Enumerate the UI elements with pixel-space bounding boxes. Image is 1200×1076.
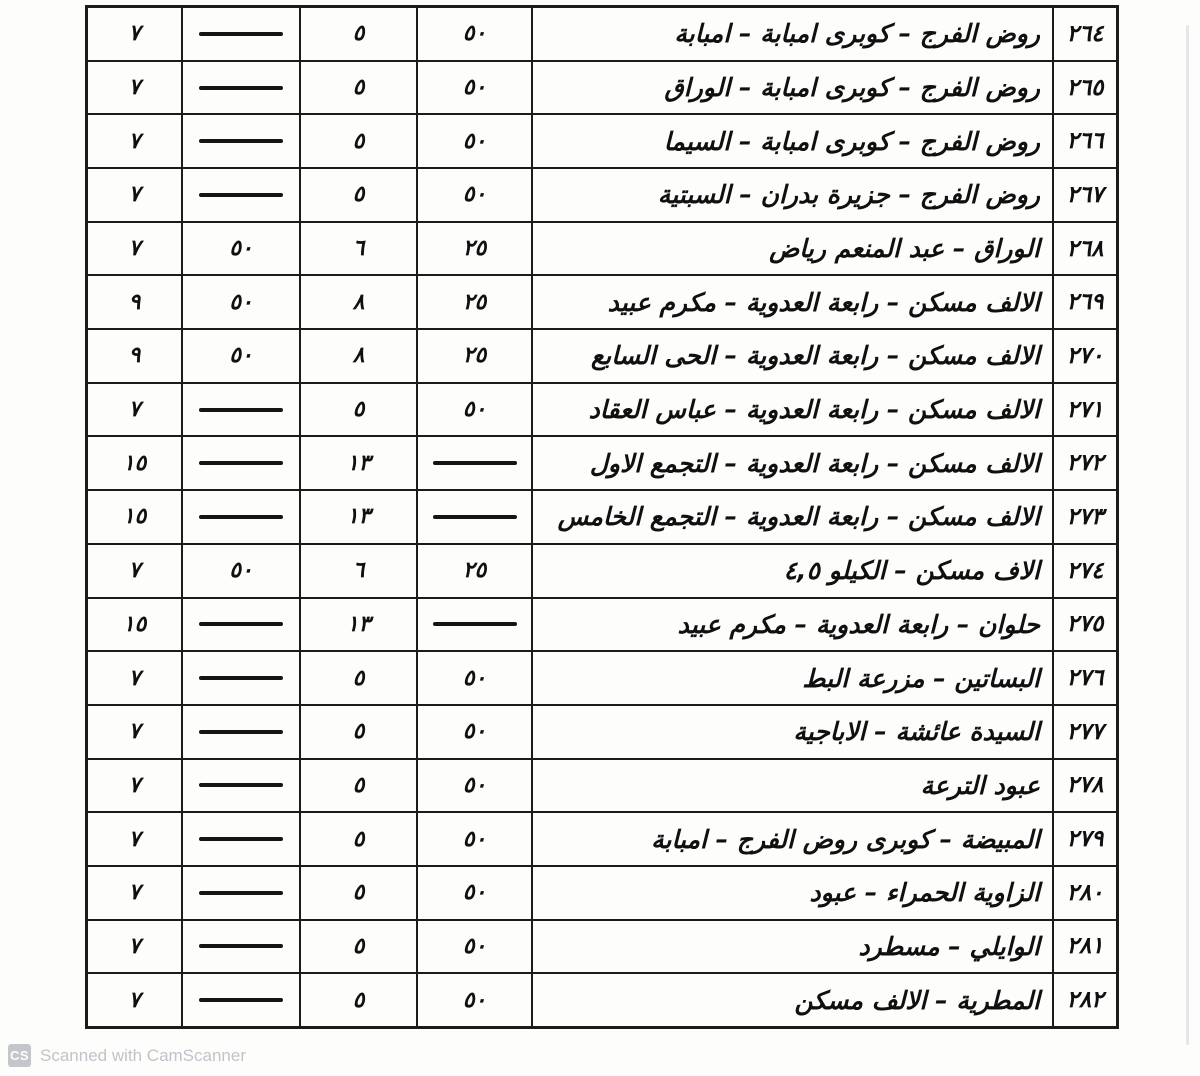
value-cell-2: ٥ <box>300 383 417 437</box>
route-name-cell: الالف مسكن – رابعة العدوية – عباس العقاد <box>532 383 1053 437</box>
value-cell-1: ٢٥ <box>417 329 532 383</box>
value-cell-3: ٥٠ <box>182 329 300 383</box>
dash-mark <box>199 139 283 143</box>
value-cell-2: ٥ <box>300 973 417 1027</box>
value-cell-2: ٥ <box>300 61 417 115</box>
value-cell-3 <box>182 383 300 437</box>
value-cell-4: ٧ <box>87 61 182 115</box>
value-cell-1: ٥٠ <box>417 759 532 813</box>
value-cell-3 <box>182 61 300 115</box>
value-cell-3 <box>182 651 300 705</box>
route-number-cell: ٢٧٢ <box>1053 436 1117 490</box>
route-name-cell: البساتين – مزرعة البط <box>532 651 1053 705</box>
value-cell-3 <box>182 812 300 866</box>
route-name-cell: روض الفرج – كوبرى امبابة – امبابة <box>532 7 1053 61</box>
value-cell-4: ٧ <box>87 866 182 920</box>
route-name-cell: الالف مسكن – رابعة العدوية – التجمع الاول <box>532 436 1053 490</box>
value-cell-1: ٥٠ <box>417 705 532 759</box>
value-cell-2: ٥ <box>300 759 417 813</box>
value-cell-4: ٩ <box>87 275 182 329</box>
value-cell-2: ٥ <box>300 651 417 705</box>
value-cell-1: ٥٠ <box>417 651 532 705</box>
value-cell-4: ٧ <box>87 705 182 759</box>
route-name-cell: روض الفرج – جزيرة بدران – السبتية <box>532 168 1053 222</box>
value-cell-2: ٥ <box>300 7 417 61</box>
value-cell-3 <box>182 598 300 652</box>
route-name-cell: السيدة عائشة – الاباجية <box>532 705 1053 759</box>
dash-mark <box>199 86 283 90</box>
dash-mark <box>199 837 283 841</box>
dash-mark <box>199 461 283 465</box>
dash-mark <box>433 515 517 519</box>
value-cell-4: ٧ <box>87 812 182 866</box>
value-cell-4: ٧ <box>87 383 182 437</box>
value-cell-3 <box>182 920 300 974</box>
value-cell-3: ٥٠ <box>182 222 300 276</box>
value-cell-1: ٥٠ <box>417 168 532 222</box>
route-name-cell: الالف مسكن – رابعة العدوية – التجمع الخامس <box>532 490 1053 544</box>
value-cell-1: ٥٠ <box>417 7 532 61</box>
dash-mark <box>199 515 283 519</box>
dash-mark <box>433 622 517 626</box>
value-cell-2: ١٣ <box>300 436 417 490</box>
route-number-cell: ٢٧٧ <box>1053 705 1117 759</box>
route-number-cell: ٢٧٦ <box>1053 651 1117 705</box>
camscanner-text: Scanned with CamScanner <box>40 1045 247 1065</box>
value-cell-3 <box>182 490 300 544</box>
value-cell-3 <box>182 436 300 490</box>
route-name-cell: الزاوية الحمراء – عبود <box>532 866 1053 920</box>
camscanner-icon: CS <box>8 1044 31 1067</box>
value-cell-2: ٦ <box>300 222 417 276</box>
value-cell-2: ٨ <box>300 275 417 329</box>
route-name-cell: الوايلي – مسطرد <box>532 920 1053 974</box>
value-cell-4: ١٥ <box>87 490 182 544</box>
value-cell-4: ٧ <box>87 7 182 61</box>
value-cell-4: ٧ <box>87 920 182 974</box>
dash-mark <box>433 461 517 465</box>
route-number-cell: ٢٧٨ <box>1053 759 1117 813</box>
route-name-cell: المطرية – الالف مسكن <box>532 973 1053 1027</box>
value-cell-2: ٥ <box>300 705 417 759</box>
value-cell-3 <box>182 973 300 1027</box>
value-cell-1: ٥٠ <box>417 866 532 920</box>
value-cell-3 <box>182 759 300 813</box>
dash-mark <box>199 998 283 1002</box>
routes-table <box>85 5 1119 1029</box>
route-number-cell: ٢٨١ <box>1053 920 1117 974</box>
value-cell-3 <box>182 705 300 759</box>
value-cell-3: ٥٠ <box>182 275 300 329</box>
route-number-cell: ٢٧٠ <box>1053 329 1117 383</box>
value-cell-3 <box>182 7 300 61</box>
value-cell-4: ٧ <box>87 973 182 1027</box>
route-number-cell: ٢٦٥ <box>1053 61 1117 115</box>
route-number-cell: ٢٦٦ <box>1053 114 1117 168</box>
scan-edge-shadow <box>1186 25 1189 1045</box>
dash-mark <box>199 408 283 412</box>
value-cell-2: ٥ <box>300 114 417 168</box>
value-cell-4: ٧ <box>87 168 182 222</box>
value-cell-4: ٧ <box>87 651 182 705</box>
route-number-cell: ٢٨٠ <box>1053 866 1117 920</box>
route-name-cell: الاف مسكن – الكيلو ٤,٥ <box>532 544 1053 598</box>
dash-mark <box>199 944 283 948</box>
value-cell-1: ٢٥ <box>417 544 532 598</box>
value-cell-3 <box>182 866 300 920</box>
value-cell-1 <box>417 598 532 652</box>
value-cell-2: ٥ <box>300 920 417 974</box>
value-cell-1: ٥٠ <box>417 383 532 437</box>
value-cell-4: ٩ <box>87 329 182 383</box>
value-cell-1: ٥٠ <box>417 812 532 866</box>
value-cell-1: ٢٥ <box>417 222 532 276</box>
route-name-cell: روض الفرج – كوبرى امبابة – الوراق <box>532 61 1053 115</box>
route-number-cell: ٢٦٩ <box>1053 275 1117 329</box>
value-cell-1 <box>417 490 532 544</box>
value-cell-4: ٧ <box>87 222 182 276</box>
camscanner-watermark <box>8 1044 246 1067</box>
dash-mark <box>199 622 283 626</box>
dash-mark <box>199 32 283 36</box>
value-cell-2: ٨ <box>300 329 417 383</box>
value-cell-2: ٥ <box>300 812 417 866</box>
value-cell-4: ٧ <box>87 544 182 598</box>
value-cell-2: ١٣ <box>300 598 417 652</box>
value-cell-1 <box>417 436 532 490</box>
route-name-cell: الوراق – عبد المنعم رياض <box>532 222 1053 276</box>
value-cell-4: ١٥ <box>87 598 182 652</box>
route-name-cell: المبيضة – كوبرى روض الفرج – امبابة <box>532 812 1053 866</box>
route-number-cell: ٢٧٩ <box>1053 812 1117 866</box>
value-cell-1: ٥٠ <box>417 973 532 1027</box>
route-name-cell: روض الفرج – كوبرى امبابة – السيما <box>532 114 1053 168</box>
route-number-cell: ٢٦٤ <box>1053 7 1117 61</box>
dash-mark <box>199 193 283 197</box>
value-cell-1: ٥٠ <box>417 61 532 115</box>
route-number-cell: ٢٧٤ <box>1053 544 1117 598</box>
route-name-cell: حلوان – رابعة العدوية – مكرم عبيد <box>532 598 1053 652</box>
value-cell-2: ٥ <box>300 168 417 222</box>
value-cell-3 <box>182 168 300 222</box>
value-cell-4: ٧ <box>87 114 182 168</box>
value-cell-2: ٥ <box>300 866 417 920</box>
value-cell-3 <box>182 114 300 168</box>
dash-mark <box>199 891 283 895</box>
value-cell-3: ٥٠ <box>182 544 300 598</box>
route-name-cell: الالف مسكن – رابعة العدوية – الحى السابع <box>532 329 1053 383</box>
value-cell-2: ١٣ <box>300 490 417 544</box>
value-cell-1: ٥٠ <box>417 114 532 168</box>
route-number-cell: ٢٨٢ <box>1053 973 1117 1027</box>
route-number-cell: ٢٧٥ <box>1053 598 1117 652</box>
route-number-cell: ٢٦٨ <box>1053 222 1117 276</box>
value-cell-1: ٥٠ <box>417 920 532 974</box>
value-cell-2: ٦ <box>300 544 417 598</box>
dash-mark <box>199 730 283 734</box>
dash-mark <box>199 783 283 787</box>
value-cell-4: ٧ <box>87 759 182 813</box>
route-number-cell: ٢٧١ <box>1053 383 1117 437</box>
route-number-cell: ٢٧٣ <box>1053 490 1117 544</box>
dash-mark <box>199 676 283 680</box>
route-name-cell: الالف مسكن – رابعة العدوية – مكرم عبيد <box>532 275 1053 329</box>
value-cell-1: ٢٥ <box>417 275 532 329</box>
route-number-cell: ٢٦٧ <box>1053 168 1117 222</box>
route-name-cell: عبود الترعة <box>532 759 1053 813</box>
value-cell-4: ١٥ <box>87 436 182 490</box>
